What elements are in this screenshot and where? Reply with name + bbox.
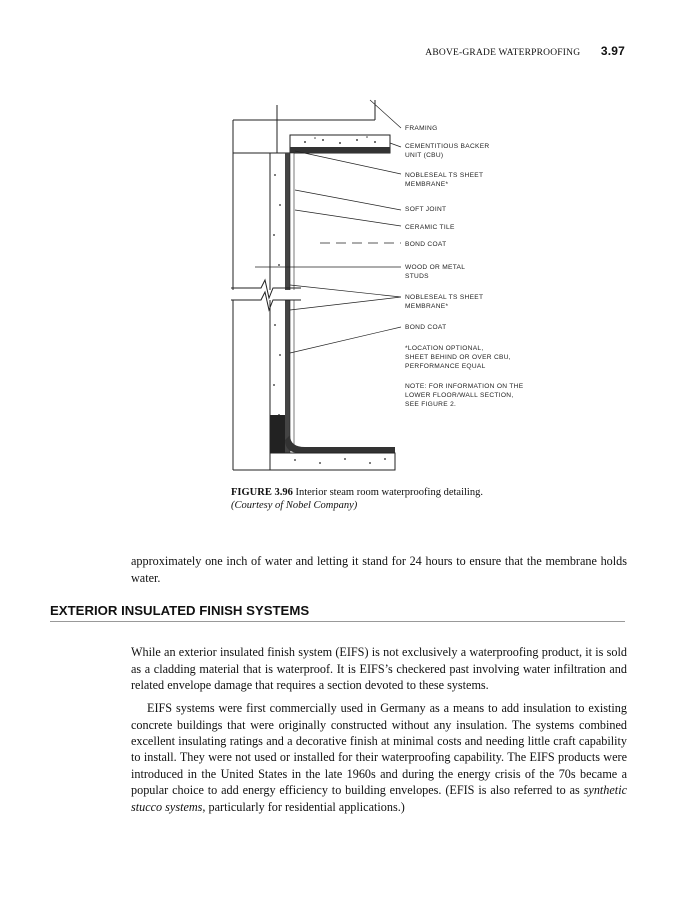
label-bond-coat-1: BOND COAT — [405, 241, 447, 248]
label-cbu-2: UNIT (CBU) — [405, 152, 444, 159]
running-head: ABOVE-GRADE WATERPROOFING — [425, 48, 581, 58]
wall-section-diagram — [225, 95, 545, 480]
page-number: 3.97 — [600, 44, 625, 58]
figure-caption-text: Interior steam room waterproofing detailing. — [295, 487, 483, 498]
figure-label: FIGURE 3.96 — [231, 487, 293, 498]
framing-lines — [233, 100, 395, 470]
figure-caption — [231, 486, 531, 512]
section-heading: EXTERIOR INSULATED FINISH SYSTEMS — [50, 603, 625, 622]
paragraph-continuation: approximately one inch of water and letting it stand for 24 hours to ensure that the membrane holds water. — [131, 554, 627, 585]
wall-assembly — [270, 153, 294, 453]
label-studs-1: WOOD OR METAL — [405, 264, 466, 271]
callout-labels — [405, 125, 524, 408]
ceiling-backer — [290, 135, 390, 153]
label-note-location-2: SHEET BEHIND OR OVER CBU, — [405, 354, 511, 361]
figure-drawing — [225, 95, 545, 480]
page-header — [425, 44, 625, 58]
label-membrane-1b: MEMBRANE* — [405, 181, 449, 188]
label-bond-coat-2: BOND COAT — [405, 324, 447, 331]
label-membrane-1a: NOBLESEAL TS SHEET — [405, 172, 484, 179]
paragraph-eifs-history — [131, 700, 627, 815]
term-synthetic-stucco: synthetic stucco systems — [131, 783, 627, 814]
label-note-2: LOWER FLOOR/WALL SECTION, — [405, 392, 514, 399]
label-membrane-2b: MEMBRANE* — [405, 303, 449, 310]
label-note-3: SEE FIGURE 2. — [405, 401, 457, 408]
paragraph-eifs-history-b: , particularly for residential applications.) — [202, 799, 405, 814]
paragraph-eifs-intro: While an exterior insulated finish system (EIFS) is not exclusively a waterproofing product, it is sold as a cladding material that is waterproof. It is EIFS’s checkered past involving water infiltration and related envelope damage that requires a section devoted to these systems. — [131, 645, 627, 692]
label-note-location-3: PERFORMANCE EQUAL — [405, 363, 486, 370]
label-membrane-2a: NOBLESEAL TS SHEET — [405, 294, 484, 301]
label-soft-joint: SOFT JOINT — [405, 206, 447, 213]
label-ceramic-tile: CERAMIC TILE — [405, 224, 455, 231]
label-studs-2: STUDS — [405, 273, 429, 280]
label-framing: FRAMING — [405, 125, 438, 132]
figure-credit: (Courtesy of Nobel Company) — [231, 500, 358, 511]
floor-assembly — [270, 435, 395, 470]
label-note-1: NOTE: FOR INFORMATION ON THE — [405, 383, 524, 390]
label-note-location-1: *LOCATION OPTIONAL, — [405, 345, 484, 352]
label-cbu-1: CEMENTITIOUS BACKER — [405, 143, 490, 150]
paragraph-eifs-history-a: EIFS systems were first commercially used in Germany as a means to add insulation to existing concrete buildings that were originally constructed without any insulation. The systems combined excellent insulating ratings and a decorative finish at minimal costs and needing little craft capability to install. They were not used or installed for their waterproofing capability. The EIFS products were introduced in the United States in the late 1960s and during the energy crisis of the 70s became a popular choice to add energy efficiency to building envelopes. (EFIS is also referred to as — [131, 701, 627, 798]
